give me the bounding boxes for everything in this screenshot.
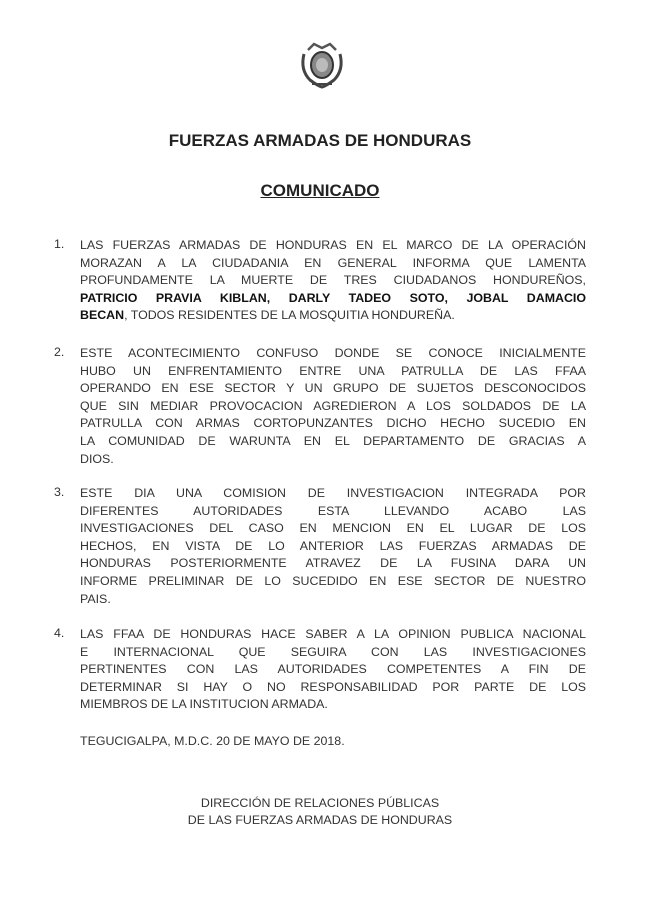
paragraph-line	[80, 345, 586, 363]
text-segment: PROFUNDAMENTE LA MUERTE DE TRES CIUDADANOS HONDUREÑOS,	[80, 273, 586, 288]
paragraph-line	[80, 679, 586, 697]
text-segment: ESTE ACONTECIMIENTO CONFUSO DONDE SE CONOCE INICIALMENTE	[80, 346, 586, 360]
text-segment: DIOS.	[80, 451, 114, 466]
text-segment: ESTE DIA UNA COMISION DE INVESTIGACION INTEGRADA POR	[80, 486, 586, 500]
paragraph-number: 2.	[54, 345, 65, 359]
numbered-paragraph	[54, 626, 586, 714]
coat-of-arms-seal-icon	[298, 40, 346, 90]
text-segment: DIFERENTES AUTORIDADES ESTA LLEVANDO ACABO LAS	[80, 503, 586, 518]
text-segment: , TODOS RESIDENTES DE LA MOSQUITIA HONDUREÑA.	[124, 308, 455, 323]
paragraph-line	[80, 644, 586, 662]
paragraph-line	[80, 626, 586, 644]
paragraph-line	[80, 451, 586, 469]
text-segment: HECHOS, EN VISTA DE LO ANTERIOR LAS FUERZAS ARMADAS DE	[80, 538, 586, 553]
paragraph-line	[80, 380, 586, 398]
text-segment: LAS FFAA DE HONDURAS HACE SABER A LA OPINION PUBLICA NACIONAL	[80, 627, 586, 641]
text-segment: INVESTIGACIONES DEL CASO EN MENCION EN EL LUGAR DE LOS	[80, 521, 586, 536]
paragraph-line	[80, 237, 586, 255]
text-segment: LAS FUERZAS ARMADAS DE HONDURAS EN EL MARCO DE LA OPERACIÓN	[80, 238, 586, 252]
paragraph-line	[80, 573, 586, 591]
signature-line-1: DIRECCIÓN DE RELACIONES PÚBLICAS	[200, 796, 440, 810]
numbered-paragraph	[54, 237, 586, 325]
paragraph-number: 3.	[54, 485, 65, 499]
paragraph-line	[80, 696, 586, 714]
paragraph-line	[80, 415, 586, 433]
text-segment: LA COMUNIDAD DE WARUNTA EN EL DEPARTAMENTO DE GRACIAS A	[80, 433, 586, 448]
paragraph-line	[80, 363, 586, 381]
date-line: TEGUCIGALPA, M.D.C. 20 DE MAYO DE 2018.	[80, 734, 345, 748]
paragraph-line	[80, 398, 586, 416]
signature-block	[0, 795, 640, 829]
paragraph-line	[80, 520, 586, 538]
text-segment: OPERANDO EN ESE SECTOR Y UN GRUPO DE SUJETOS DESCONOCIDOS	[80, 381, 586, 396]
paragraph-line	[80, 555, 586, 573]
text-segment: HUBO UN ENFRENTAMIENTO ENTRE UNA PATRULLA DE LAS FFAA	[80, 363, 586, 378]
text-segment: HONDURAS POSTERIORMENTE ATRAVEZ DE LA FUSINA DARA UN	[80, 556, 586, 571]
text-segment: PERTINENTES CON LAS AUTORIDADES COMPETENTES A FIN DE	[80, 662, 586, 677]
paragraph-number: 1.	[54, 237, 65, 251]
paragraph-line	[80, 538, 586, 556]
paragraph-line	[80, 272, 586, 290]
paragraph-line	[80, 485, 586, 503]
paragraph-line	[80, 290, 586, 308]
paragraph-line	[80, 591, 586, 609]
paragraph-line	[80, 255, 586, 273]
paragraph-line	[80, 433, 586, 451]
bold-name-text: BECAN	[80, 308, 125, 323]
numbered-paragraph	[54, 485, 586, 608]
document-title: FUERZAS ARMADAS DE HONDURAS	[168, 131, 472, 150]
text-segment: QUE SIN MEDIAR PROVOCACION AGREDIERON A LOS SOLDADOS DE LA	[80, 398, 586, 413]
signature-line-2: DE LAS FUERZAS ARMADAS DE HONDURAS	[187, 813, 453, 827]
text-segment: E INTERNACIONAL QUE SEGUIRA CON LAS INVESTIGACIONES	[80, 644, 586, 659]
numbered-paragraph	[54, 345, 586, 468]
bold-name-text: PATRICIO PRAVIA KIBLAN, DARLY TADEO SOTO, JOBAL DAMACIO	[80, 290, 586, 305]
document-subtitle: COMUNICADO	[260, 181, 380, 200]
text-segment: MIEMBROS DE LA INSTITUCION ARMADA.	[80, 697, 328, 712]
paragraph-line	[80, 661, 586, 679]
paragraph-number: 4.	[54, 626, 65, 640]
paragraph-line	[80, 503, 586, 521]
text-segment: PATRULLA CON ARMAS CORTOPUNZANTES DICHO HECHO SUCEDIO EN	[80, 416, 586, 431]
text-segment: MORAZAN A LA CIUDADANIA EN GENERAL INFORMA QUE LAMENTA	[80, 255, 586, 270]
text-segment: DETERMINAR SI HAY O NO RESPONSABILIDAD POR PARTE DE LOS	[80, 679, 586, 694]
paragraph-line	[80, 307, 586, 325]
text-segment: PAIS.	[80, 591, 111, 606]
text-segment: INFORME PRELIMINAR DE LO SUCEDIDO EN ESE SECTOR DE NUESTRO	[80, 573, 586, 588]
